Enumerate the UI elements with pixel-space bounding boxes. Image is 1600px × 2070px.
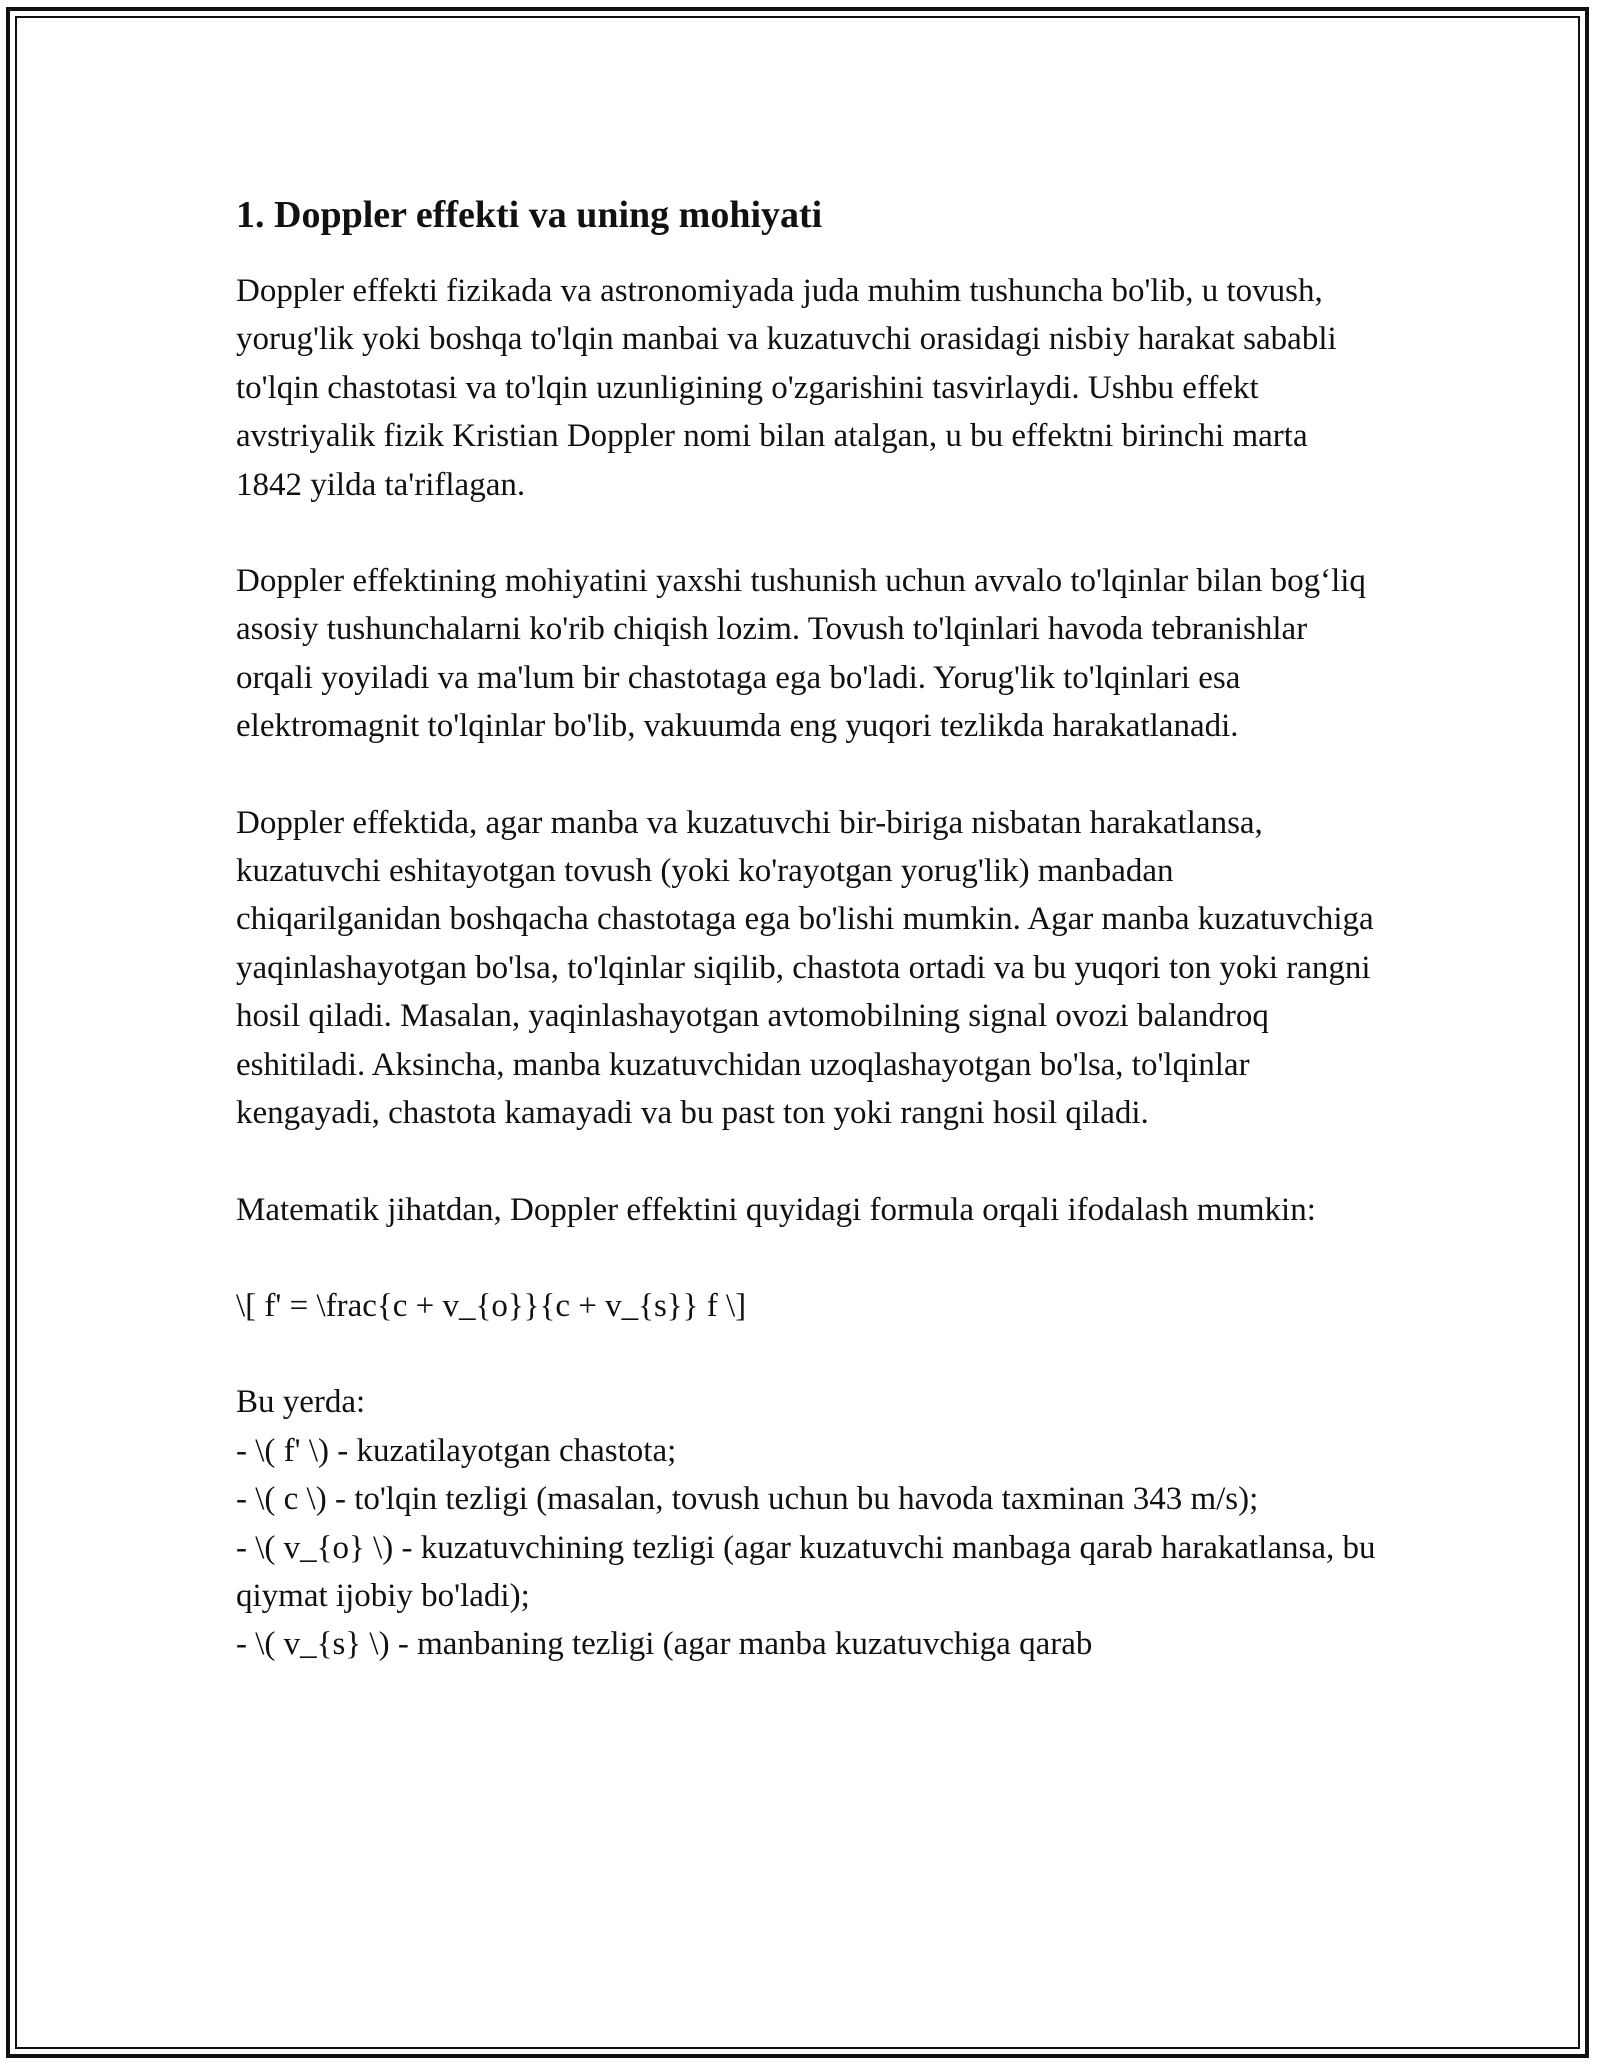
list-intro: Bu yerda:: [236, 1384, 366, 1421]
paragraph-math-intro: Matematik jihatdan, Doppler effektini quyidagi formula orqali ifodalash mumkin:: [236, 1191, 1316, 1228]
paragraph-intro: Doppler effekti fizikada va astronomiyada juda muhim tushuncha bo'lib, u tovush, yorug'lik yoki boshqa to'lqin manbai va kuzatuvchi orasidagi nisbiy harakat sababli to'lqin chastotasi va to'lqin uzunligining o'zgarishini tasvirlaydi. Ushbu effekt avstriyalik fizik Kristian Doppler nomi bilan atalgan, u bu effektni birinchi marta 1842 yilda ta'riflagan.: [236, 273, 1337, 503]
document-title: 1. Doppler effekti va uning mohiyati: [236, 194, 823, 236]
paragraph-doppler-behavior: Doppler effektida, agar manba va kuzatuvchi bir-biriga nisbatan harakatlansa, kuzatuvchi eshitayotgan tovush (yoki ko'rayotgan yorug'lik) manbadan chiqarilganidan boshqacha chastotaga ega bo'lishi mumkin. Agar manba kuzatuvchiga yaqinlashayotgan bo'lsa, to'lqinlar siqilib, chastota ortadi va bu yuqori ton yoki rangni hosil qiladi. Masalan, yaqinlashayotgan avtomobilning signal ovozi balandroq eshitiladi. Aksincha, manba kuzatuvchidan uzoqlashayotgan bo'lsa, to'lqinlar kengayadi, chastota kamayadi va bu past ton yoki rangni hosil qiladi.: [236, 804, 1374, 1132]
list-item: - \( f' \) - kuzatilayotgan chastota;: [236, 1432, 677, 1469]
list-item: - \( v_{s} \) - manbaning tezligi (agar manba kuzatuvchiga qarab: [236, 1626, 1093, 1663]
list-item: - \( c \) - to'lqin tezligi (masalan, tovush uchun bu havoda taxminan 343 m/s);: [236, 1481, 1259, 1518]
list-item: - \( v_{o} \) - kuzatuvchining tezligi (agar kuzatuvchi manbaga qarab harakatlansa, bu qiymat ijobiy bo'ladi);: [236, 1529, 1376, 1614]
formula: \[ f' = \frac{c + v_{o}}{c + v_{s}} f \]: [236, 1287, 747, 1324]
document-body: [236, 183, 1376, 1669]
variable-list: [236, 1378, 1376, 1668]
paragraph-wave-basics: Doppler effektining mohiyatini yaxshi tushunish uchun avvalo to'lqinlar bilan bog‘liq asosiy tushunchalarni ko'rib chiqish lozim. Tovush to'lqinlari havoda tebranishlar orqali yoyiladi va ma'lum bir chastotaga ega bo'ladi. Yorug'lik to'lqinlari esa elektromagnit to'lqinlar bo'lib, vakuumda eng yuqori tezlikda harakatlanadi.: [236, 563, 1366, 745]
